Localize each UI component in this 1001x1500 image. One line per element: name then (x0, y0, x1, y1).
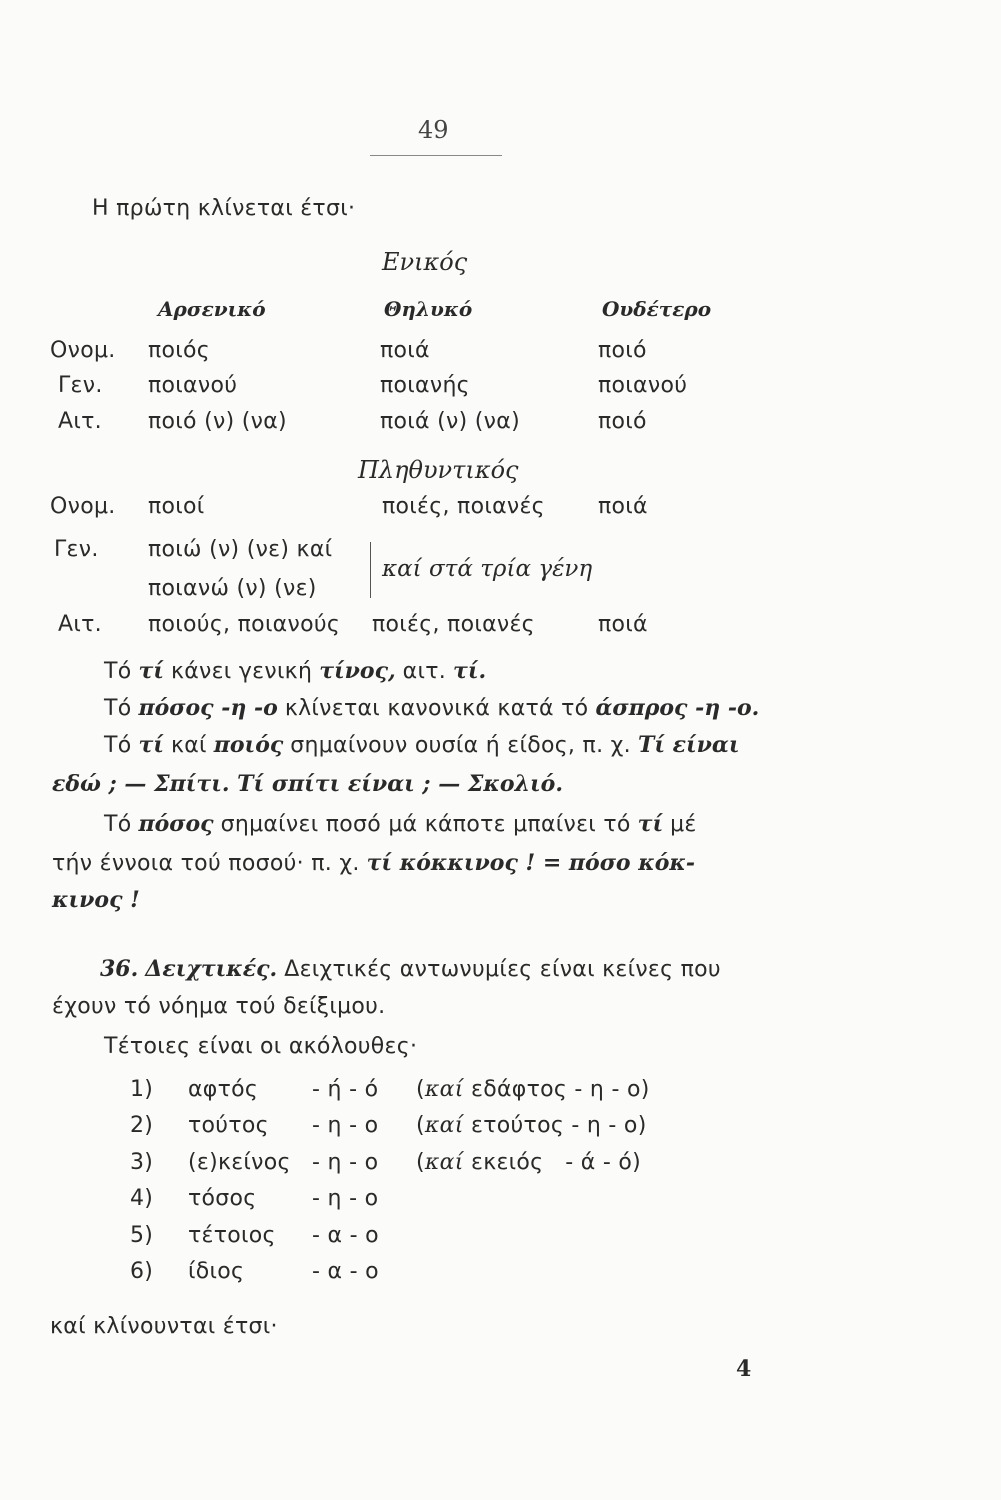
list-ending: - η - ο (312, 1186, 379, 1211)
case-label: Γεν. (54, 537, 99, 562)
brace-mark (370, 542, 371, 598)
list-ending: - ή - ό (312, 1077, 379, 1102)
case-label: Αιτ. (58, 409, 102, 434)
list-alternative (416, 1150, 641, 1175)
case-label: Γεν. (58, 373, 103, 398)
list-alt-form: εδάφτος - η - ο) (471, 1077, 650, 1102)
list-alt-form: εκειός - ά - ό) (471, 1150, 642, 1175)
list-number: 2) (130, 1113, 154, 1138)
form-neuter: ποιανού (598, 373, 688, 398)
list-number: 3) (130, 1150, 154, 1175)
open-paren: ( (416, 1150, 425, 1175)
paragraph-2: Τό πόσος -η -ο κλίνεται κανονικά κατά τό άσπρος -η -ο. (104, 695, 760, 721)
paragraph-1: Τό τί κάνει γενική τίνος, αιτ. τί. (104, 658, 487, 684)
paragraph-3: Τό τί καί ποιός σημαίνουν ουσία ή είδος, π. χ. Τί είναι (104, 732, 740, 758)
list-alt-conjunction: καί (424, 1150, 464, 1175)
list-word: τέτοιος (188, 1223, 276, 1248)
list-ending: - η - ο (312, 1113, 379, 1138)
form-masculine: ποιούς, ποιανούς (148, 612, 341, 637)
list-word: αφτός (188, 1077, 259, 1102)
case-label: Αιτ. (58, 612, 102, 637)
form-masculine: ποιοί (148, 494, 205, 519)
list-word: ίδιος (188, 1259, 245, 1284)
section-text-3: Τέτοιες είναι οι ακόλουθες· (104, 1034, 418, 1059)
case-label: Ονομ. (50, 338, 116, 363)
paragraph-4-line-3: κινος ! (52, 887, 140, 913)
list-alt-form: ετούτος - η - ο) (471, 1113, 647, 1138)
form-feminine: ποιά (ν) (να) (380, 409, 520, 434)
form-genitive-1: ποιώ (ν) (νε) καί (148, 537, 333, 562)
section-text-2: έχουν τό νόημα τού δείξιμου. (52, 994, 386, 1019)
header-rule (370, 155, 502, 156)
plural-heading: Πληθυντικός (358, 456, 519, 484)
list-ending: - α - ο (312, 1259, 379, 1284)
list-ending: - α - ο (312, 1223, 379, 1248)
form-neuter: ποιά (598, 494, 648, 519)
form-masculine: ποιό (ν) (να) (148, 409, 287, 434)
closing-line: καί κλίνουνται έτσι· (50, 1314, 278, 1339)
paragraph-4: Τό πόσος σημαίνει ποσό μά κάποτε μπαίνει τό τί μέ (104, 811, 697, 837)
form-genitive-2: ποιανώ (ν) (νε) (148, 576, 317, 601)
header-feminine: Θηλυκό (384, 297, 473, 321)
form-masculine: ποιός (148, 338, 211, 363)
singular-heading: Ενικός (382, 248, 468, 276)
list-alt-conjunction: καί (424, 1113, 464, 1138)
intro-line: Η πρώτη κλίνεται έτσι· (92, 196, 356, 221)
form-feminine: ποιά (380, 338, 430, 363)
form-neuter: ποιό (598, 409, 647, 434)
form-neuter: ποιό (598, 338, 647, 363)
paragraph-4-line-2: τήν έννοια τού ποσού· π. χ. τί κόκκινος ! = πόσο κόκ- (52, 850, 696, 876)
open-paren: ( (416, 1113, 425, 1138)
list-alternative (416, 1077, 650, 1102)
list-number: 5) (130, 1223, 154, 1248)
genitive-note: καί στά τρία γένη (382, 556, 593, 582)
list-number: 6) (130, 1259, 154, 1284)
list-word: τούτος (188, 1113, 269, 1138)
header-masculine: Αρσενικό (158, 297, 266, 321)
page-number: 49 (418, 116, 449, 144)
list-word: (ε)κείνος (188, 1150, 291, 1175)
section-heading: 36. Δειχτικές. Δειχτικές αντωνυμίες είναι κείνες που (100, 956, 721, 982)
open-paren: ( (416, 1077, 425, 1102)
signature-mark: 4 (736, 1356, 752, 1382)
list-alternative (416, 1113, 647, 1138)
list-alt-conjunction: καί (424, 1077, 464, 1102)
list-number: 1) (130, 1077, 154, 1102)
form-feminine: ποιές, ποιανές (372, 612, 535, 637)
list-word: τόσος (188, 1186, 257, 1211)
form-feminine: ποιανής (380, 373, 470, 398)
form-feminine: ποιές, ποιανές (382, 494, 545, 519)
header-neuter: Ουδέτερο (602, 297, 712, 321)
form-neuter: ποιά (598, 612, 648, 637)
form-masculine: ποιανού (148, 373, 238, 398)
list-number: 4) (130, 1186, 154, 1211)
case-label: Ονομ. (50, 494, 116, 519)
paragraph-3-line-2: εδώ ; — Σπίτι. Τί σπίτι είναι ; — Σκολιό. (52, 771, 563, 797)
list-ending: - η - ο (312, 1150, 379, 1175)
